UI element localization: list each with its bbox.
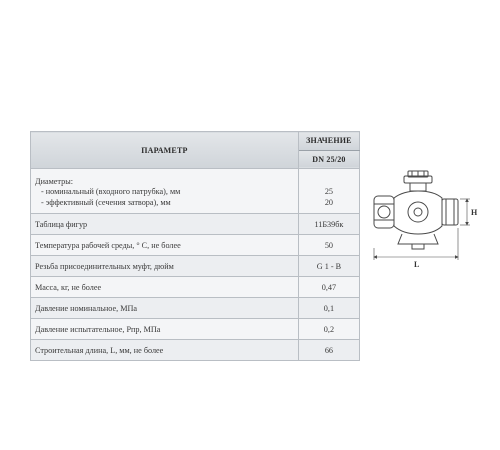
- table-row: [31, 256, 360, 277]
- value-cell: 0,2: [298, 319, 359, 340]
- param-cell: Масса, кг, не более: [31, 277, 299, 298]
- value-cell: 0,1: [298, 298, 359, 319]
- param-cell: Строительная длина, L, мм, не более: [31, 340, 299, 361]
- param-cell: Давление испытательное, Рпр, МПа: [31, 319, 299, 340]
- valve-body-outline: [374, 171, 458, 249]
- diameter-effective-value: 20: [324, 197, 333, 207]
- spec-table: [30, 131, 360, 361]
- header-value-dn: DN 25/20: [298, 150, 359, 169]
- param-cell: Таблица фигур: [31, 214, 299, 235]
- diameter-nominal-value: 25: [324, 187, 333, 196]
- table-row: [31, 235, 360, 256]
- table-row: [31, 277, 360, 298]
- header-value: ЗНАЧЕНИЕ: [298, 132, 359, 151]
- diameters-title: Диаметры:: [35, 177, 73, 186]
- header-parameter: ПАРАМЕТР: [31, 132, 299, 169]
- diameters-param-cell: [31, 169, 299, 214]
- value-cell: 11Б39бк: [298, 214, 359, 235]
- dimension-label-height: H: [471, 208, 478, 217]
- param-cell: Резьба присоединительных муфт, дюйм: [31, 256, 299, 277]
- table-row-diameters: [31, 169, 360, 214]
- diameter-effective-label: - эффективный (сечения затвора), мм: [41, 197, 171, 207]
- table-header-row: [31, 132, 360, 151]
- diameters-value-cell: [298, 169, 359, 214]
- table-row: [31, 298, 360, 319]
- param-cell: Давление номинальное, МПа: [31, 298, 299, 319]
- value-cell: 66: [298, 340, 359, 361]
- value-cell: G 1 - B: [298, 256, 359, 277]
- diameter-nominal-label: - номинальный (входного патрубка), мм: [41, 187, 181, 196]
- table-row: [31, 214, 360, 235]
- dimension-label-length: L: [414, 260, 420, 269]
- value-cell: 0,47: [298, 277, 359, 298]
- value-cell: 50: [298, 235, 359, 256]
- param-cell: Температура рабочей среды, ° С, не более: [31, 235, 299, 256]
- valve-technical-drawing: [368, 168, 476, 270]
- table-row: [31, 319, 360, 340]
- table-row: [31, 340, 360, 361]
